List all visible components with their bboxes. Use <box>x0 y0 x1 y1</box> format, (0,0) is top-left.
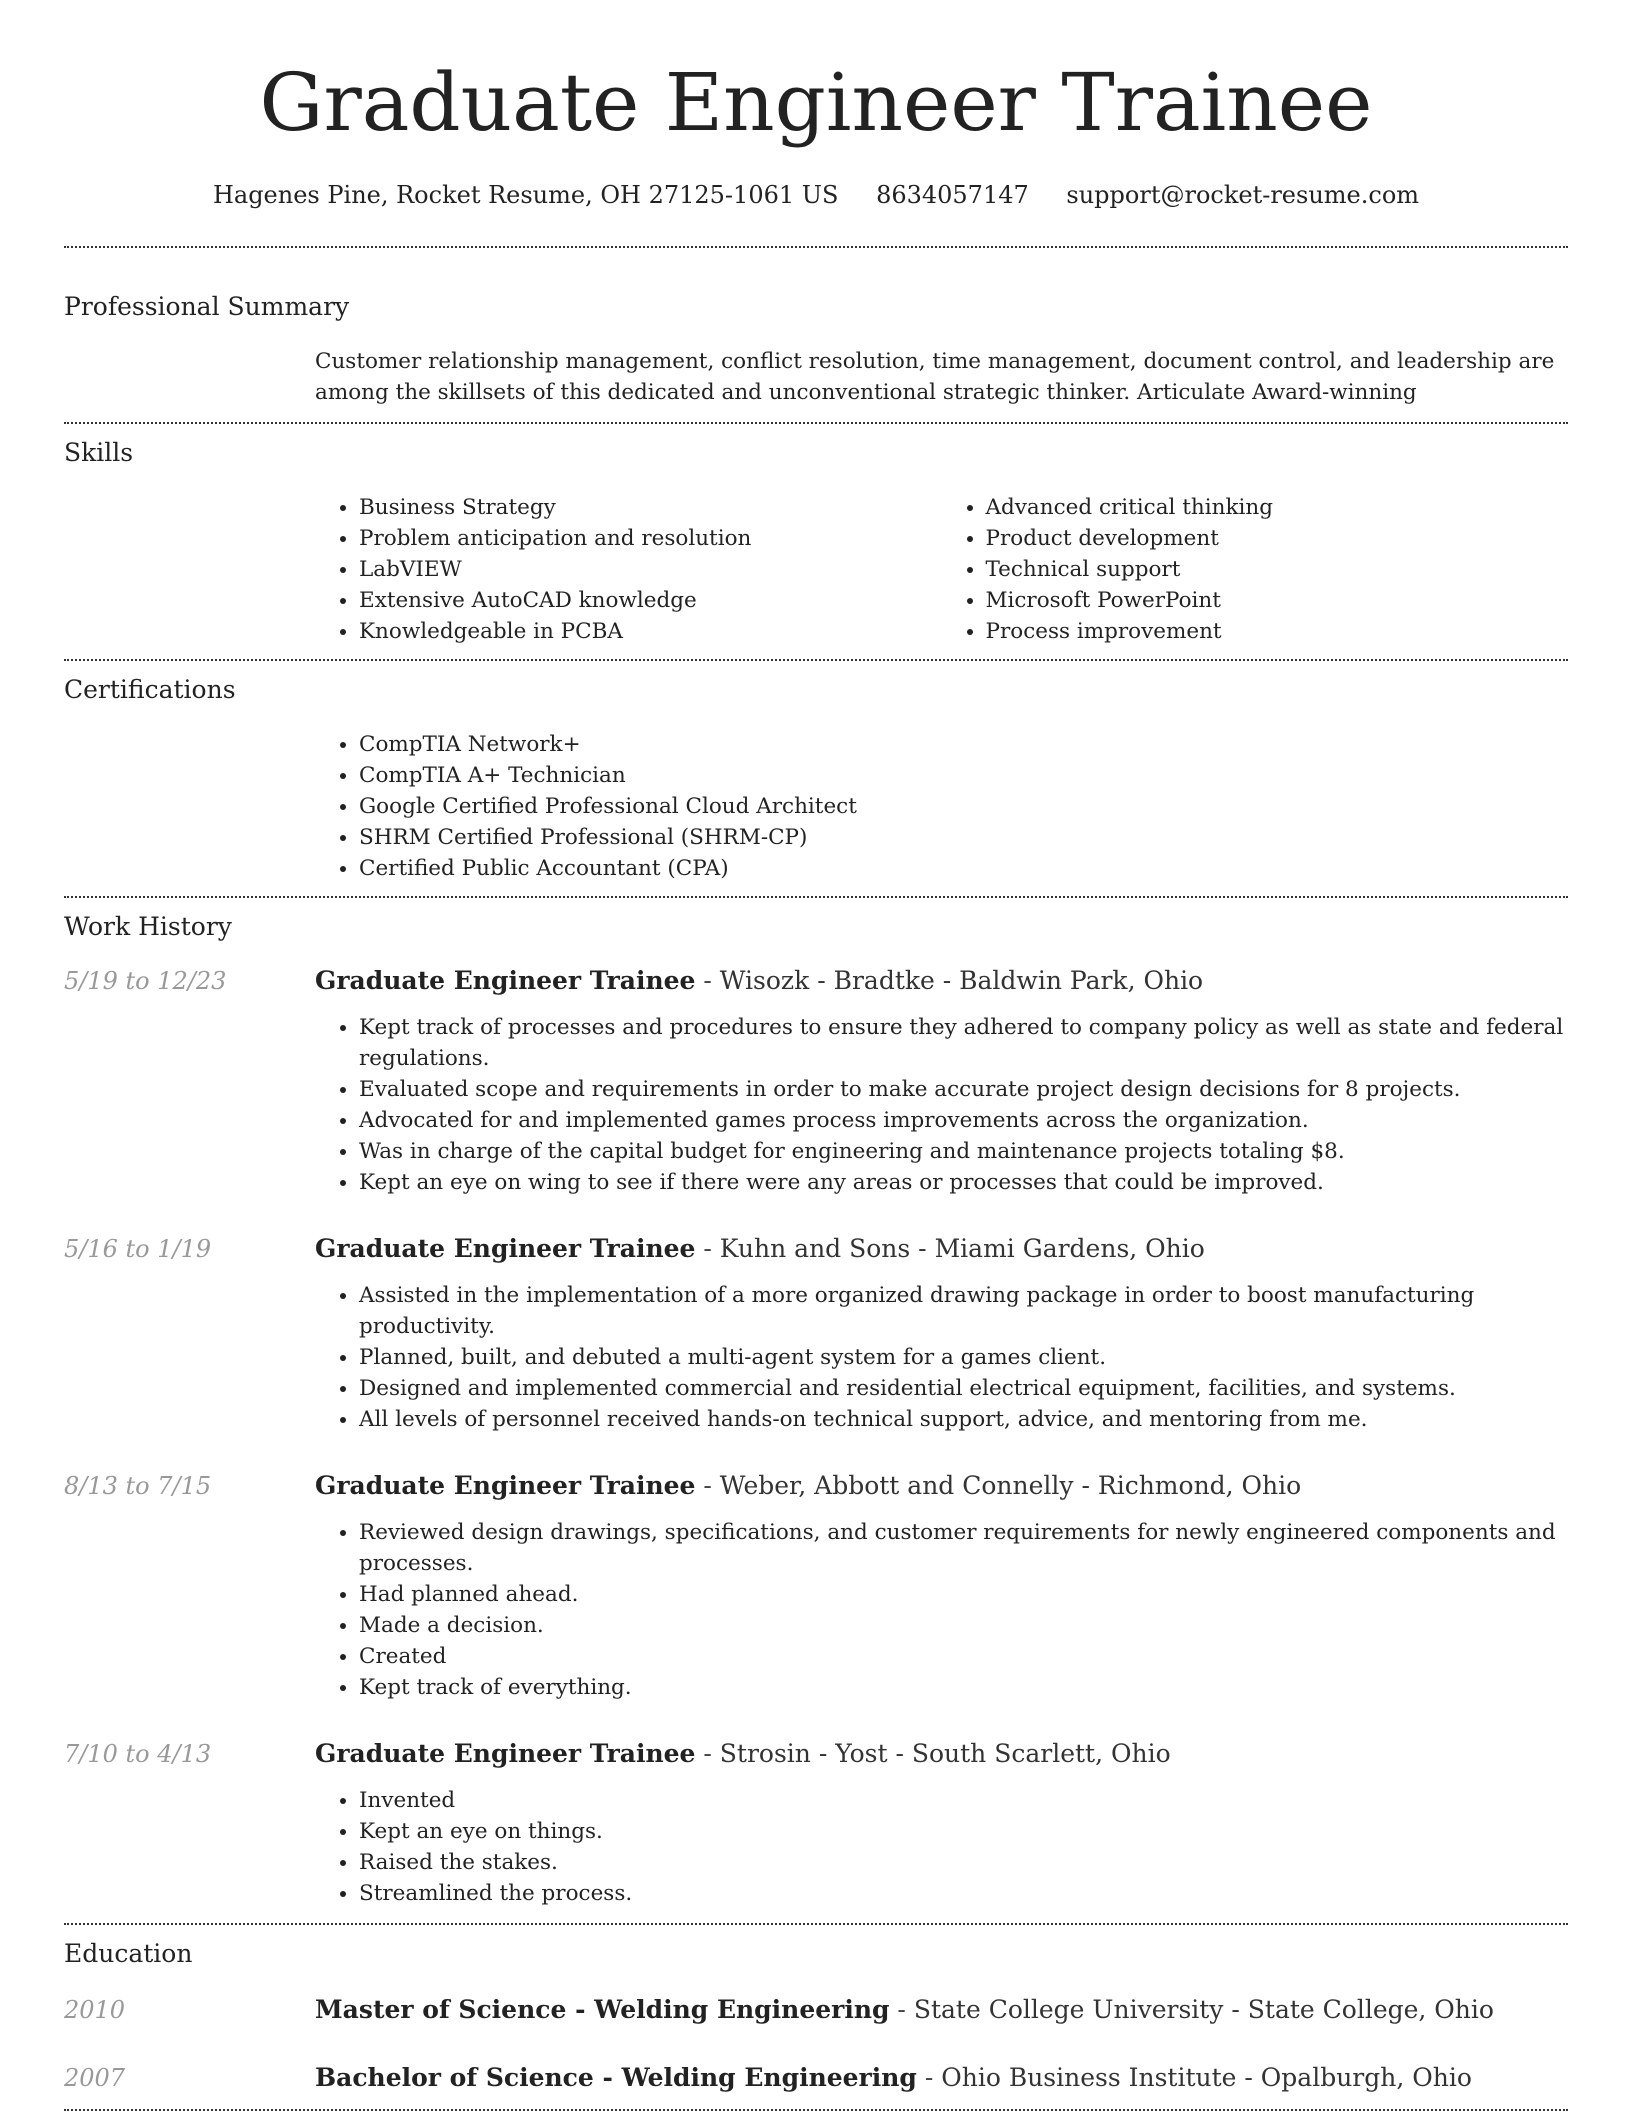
job-bullets <box>315 1280 1568 1435</box>
certifications-title: Certifications <box>64 675 236 704</box>
job-header-row <box>64 1232 1568 1266</box>
education-degree: Master of Science - Welding Engineering <box>315 1995 890 2024</box>
skills-section <box>64 424 1568 659</box>
job-bullet: • Kept an eye on wing to see if there were any areas or processes that could be improved. <box>359 1167 1568 1198</box>
skills-list-left <box>315 492 942 647</box>
summary-body <box>315 346 1568 408</box>
education-year: 2007 <box>64 2064 126 2092</box>
job-title: Graduate Engineer Trainee <box>315 1471 696 1500</box>
job-bullets <box>315 1517 1568 1703</box>
contact-email: support@rocket-resume.com <box>1066 181 1420 209</box>
job-heading: Graduate Engineer Trainee - Strosin - Yost - South Scarlett, Ohio <box>315 1739 1171 1768</box>
job-header-row <box>64 1469 1568 1503</box>
work-history-title: Work History <box>64 912 232 941</box>
job-bullet: • Made a decision. <box>359 1610 1568 1641</box>
job-employer: Kuhn and Sons - Miami Gardens, Ohio <box>719 1234 1205 1263</box>
education-section <box>64 1925 1568 2109</box>
job-title: Graduate Engineer Trainee <box>315 1739 696 1768</box>
job-bullet: • Planned, built, and debuted a multi-agent system for a games client. <box>359 1342 1568 1373</box>
job-employer: Strosin - Yost - South Scarlett, Ohio <box>719 1739 1171 1768</box>
certifications-section <box>64 661 1568 896</box>
certification-item: • CompTIA Network+ <box>359 729 1568 760</box>
job-bullet: • Kept track of processes and procedures to ensure they adhered to company policy as well as state and federal regulations. <box>359 1012 1568 1074</box>
education-year: 2010 <box>64 1996 126 2024</box>
skill-item: • Business Strategy <box>359 492 942 523</box>
job-bullet: • Streamlined the process. <box>359 1878 1568 1909</box>
job-bullet: • Advocated for and implemented games process improvements across the organization. <box>359 1105 1568 1136</box>
skill-item: • Technical support <box>986 554 1569 585</box>
job-heading: Graduate Engineer Trainee - Kuhn and Sons - Miami Gardens, Ohio <box>315 1234 1205 1263</box>
resume-name: Graduate Engineer Trainee <box>259 56 1373 149</box>
education-title: Education <box>64 1939 193 1968</box>
certification-item: • Certified Public Accountant (CPA) <box>359 853 1568 884</box>
education-entry <box>64 2061 1568 2095</box>
job-entry <box>64 1232 1568 1435</box>
skills-title: Skills <box>64 438 134 467</box>
job-bullet: • Invented <box>359 1785 1568 1816</box>
job-bullet: • Raised the stakes. <box>359 1847 1568 1878</box>
education-degree: Bachelor of Science - Welding Engineering <box>315 2063 917 2092</box>
job-bullet: • All levels of personnel received hands-on technical support, advice, and mentoring from me. <box>359 1404 1568 1435</box>
job-employer: Wisozk - Bradtke - Baldwin Park, Ohio <box>719 966 1204 995</box>
skill-item: • LabVIEW <box>359 554 942 585</box>
contact-address: Hagenes Pine, Rocket Resume, OH 27125-1061 US <box>212 181 839 209</box>
job-entry <box>64 964 1568 1198</box>
job-bullet: • Reviewed design drawings, specifications, and customer requirements for newly engineered components and processes. <box>359 1517 1568 1579</box>
work-history-section <box>64 898 1568 1923</box>
certification-item: • SHRM Certified Professional (SHRM-CP) <box>359 822 1568 853</box>
job-heading: Graduate Engineer Trainee - Wisozk - Bradtke - Baldwin Park, Ohio <box>315 966 1204 995</box>
skill-item: • Knowledgeable in PCBA <box>359 616 942 647</box>
summary-title: Professional Summary <box>64 292 350 321</box>
skill-item: • Product development <box>986 523 1569 554</box>
job-entry <box>64 1469 1568 1703</box>
education-heading: Bachelor of Science - Welding Engineering - Ohio Business Institute - Opalburgh, Ohio <box>315 2063 1472 2092</box>
skill-item: • Process improvement <box>986 616 1569 647</box>
contact-phone: 8634057147 <box>876 181 1029 209</box>
job-bullet: • Was in charge of the capital budget for engineering and maintenance projects totaling $8. <box>359 1136 1568 1167</box>
certifications-list <box>315 729 1568 884</box>
job-bullet: • Kept an eye on things. <box>359 1816 1568 1847</box>
job-bullets <box>315 1785 1568 1909</box>
summary-section <box>64 248 1568 422</box>
skill-item: • Microsoft PowerPoint <box>986 585 1569 616</box>
job-bullet: • Created <box>359 1641 1568 1672</box>
skill-item: • Extensive AutoCAD knowledge <box>359 585 942 616</box>
skills-body <box>315 492 1568 647</box>
job-dates: 7/10 to 4/13 <box>64 1740 212 1768</box>
certification-item: • Google Certified Professional Cloud Architect <box>359 791 1568 822</box>
job-dates: 8/13 to 7/15 <box>64 1472 212 1500</box>
job-bullet: • Had planned ahead. <box>359 1579 1568 1610</box>
education-school: State College University - State College, Ohio <box>913 1995 1494 2024</box>
job-header-row <box>64 964 1568 998</box>
skills-list-right <box>942 492 1569 647</box>
job-entry <box>64 1737 1568 1909</box>
job-employer: Weber, Abbott and Connelly - Richmond, Ohio <box>719 1471 1302 1500</box>
job-dates: 5/16 to 1/19 <box>64 1235 212 1263</box>
education-heading: Master of Science - Welding Engineering - State College University - State College, Ohio <box>315 1995 1494 2024</box>
job-title: Graduate Engineer Trainee <box>315 966 696 995</box>
job-bullet: • Kept track of everything. <box>359 1672 1568 1703</box>
job-title: Graduate Engineer Trainee <box>315 1234 696 1263</box>
summary-text: Customer relationship management, conflict resolution, time management, document control, and leadership are among the skillsets of this dedicated and unconventional strategic thinker. Articulate Award-winning <box>315 349 1555 405</box>
job-heading: Graduate Engineer Trainee - Weber, Abbott and Connelly - Richmond, Ohio <box>315 1471 1302 1500</box>
job-bullet: • Designed and implemented commercial and residential electrical equipment, facilities, and systems. <box>359 1373 1568 1404</box>
skill-item: • Problem anticipation and resolution <box>359 523 942 554</box>
skill-item: • Advanced critical thinking <box>986 492 1569 523</box>
education-entry <box>64 1993 1568 2027</box>
job-bullets <box>315 1012 1568 1198</box>
job-bullet: • Assisted in the implementation of a more organized drawing package in order to boost manufacturing productivity. <box>359 1280 1568 1342</box>
divider <box>64 2109 1568 2111</box>
contact-line <box>64 178 1568 212</box>
job-dates: 5/19 to 12/23 <box>64 967 227 995</box>
job-bullet: • Evaluated scope and requirements in order to make accurate project design decisions for 8 projects. <box>359 1074 1568 1105</box>
education-school: Ohio Business Institute - Opalburgh, Ohio <box>941 2063 1472 2092</box>
certification-item: • CompTIA A+ Technician <box>359 760 1568 791</box>
job-header-row <box>64 1737 1568 1771</box>
certifications-body <box>315 729 1568 884</box>
